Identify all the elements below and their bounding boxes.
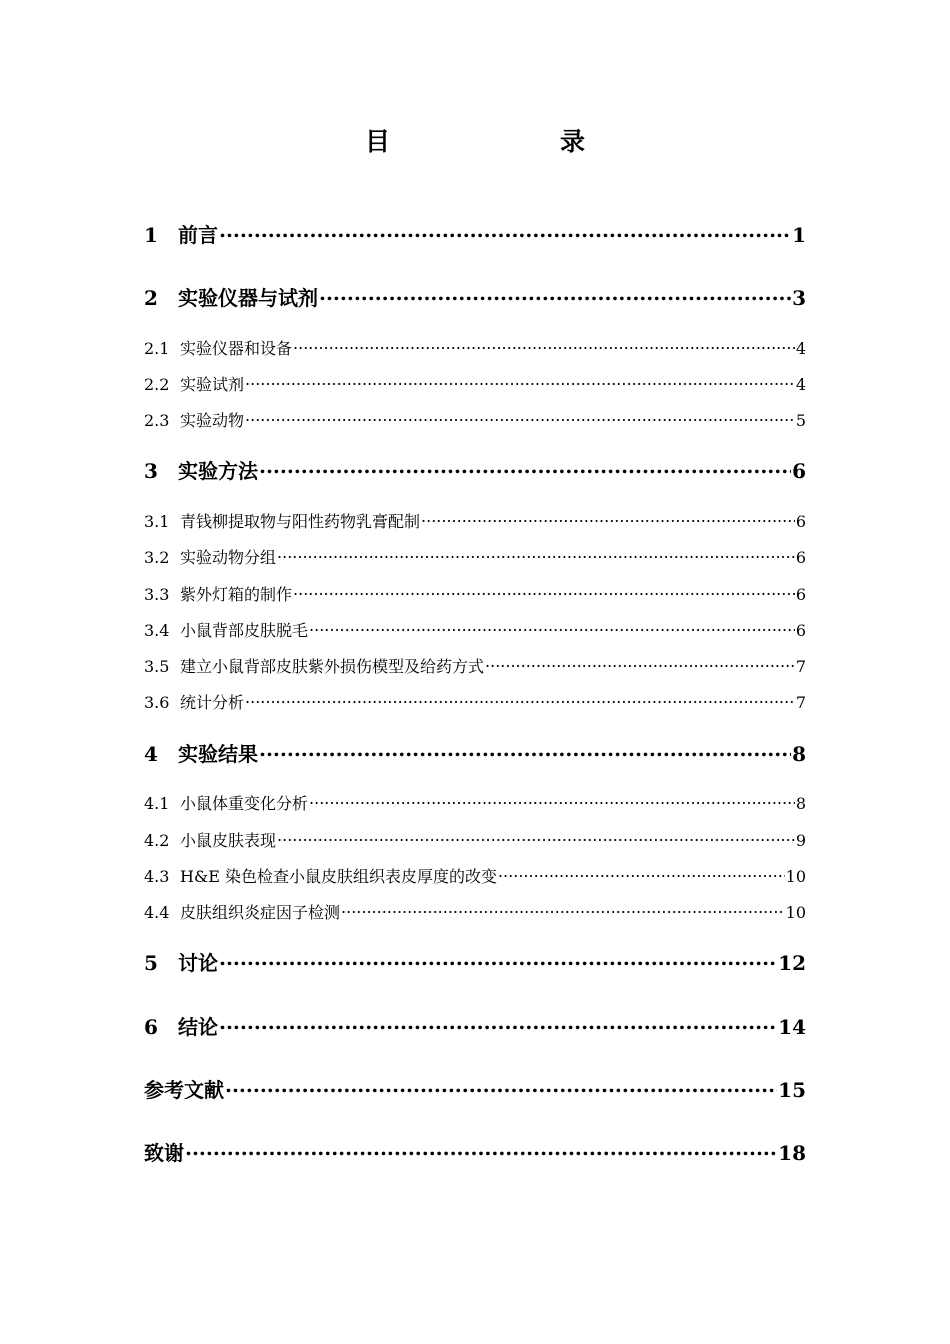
entry-page: 14	[778, 1015, 806, 1039]
entry-label: 小鼠皮肤表现	[180, 831, 277, 850]
entry-number: 3.5	[144, 657, 170, 676]
dot-leader	[319, 281, 791, 305]
entry-number: 4	[144, 742, 158, 766]
toc-entry-section[interactable]	[144, 789, 806, 813]
entry-page: 6	[795, 512, 806, 531]
entry-number: 2	[144, 286, 158, 310]
entry-page: 6	[795, 621, 806, 640]
entry-page: 3	[792, 286, 806, 310]
toc-entry-section[interactable]	[144, 406, 806, 430]
entry-label: 实验结果	[178, 742, 258, 766]
dot-leader	[259, 454, 791, 478]
entry-number: 6	[144, 1015, 158, 1039]
dot-leader	[185, 1136, 777, 1160]
toc-entry-chapter[interactable]	[144, 737, 806, 765]
toc-entry-section[interactable]	[144, 334, 806, 358]
entry-page: 5	[795, 411, 806, 430]
entry-number: 4.3	[144, 867, 170, 886]
entry-number: 2.3	[144, 411, 170, 430]
entry-page: 10	[785, 867, 806, 886]
toc-entry-chapter[interactable]	[144, 218, 806, 246]
entry-page: 15	[778, 1078, 806, 1102]
dot-leader	[219, 946, 777, 970]
toc-entry-section[interactable]	[144, 370, 806, 394]
entry-label: 结论	[178, 1015, 218, 1039]
toc-entry-section[interactable]	[144, 826, 806, 850]
entry-number: 2.2	[144, 375, 170, 394]
entry-label: 建立小鼠背部皮肤紫外损伤模型及给药方式	[180, 657, 485, 676]
entry-page: 6	[792, 459, 806, 483]
entry-label: 前言	[178, 223, 218, 247]
entry-page: 4	[795, 339, 806, 358]
toc-entry-references[interactable]	[144, 1073, 806, 1101]
entry-number: 4.1	[144, 794, 170, 813]
entry-number: 3.2	[144, 548, 170, 567]
entry-number: 3.1	[144, 512, 170, 531]
entry-page: 18	[778, 1141, 806, 1165]
entry-label: H&E 染色检查小鼠皮肤组织表皮厚度的改变	[180, 867, 497, 886]
toc-title: 目 录	[364, 127, 625, 156]
toc-entry-section[interactable]	[144, 862, 806, 886]
entry-label: 讨论	[178, 951, 218, 975]
entry-page: 6	[795, 585, 806, 604]
entry-label: 小鼠体重变化分析	[180, 794, 309, 813]
entry-label: 致谢	[144, 1141, 184, 1165]
dot-leader	[245, 406, 795, 426]
entry-page: 6	[795, 548, 806, 567]
entry-label: 统计分析	[180, 693, 245, 712]
dot-leader	[421, 507, 795, 527]
entry-page: 10	[785, 903, 806, 922]
entry-page: 8	[795, 794, 806, 813]
dot-leader	[245, 688, 795, 708]
entry-number: 4.4	[144, 903, 170, 922]
toc-entry-section[interactable]	[144, 898, 806, 922]
dot-leader	[259, 737, 791, 761]
entry-number: 5	[144, 951, 158, 975]
toc-entry-chapter[interactable]	[144, 454, 806, 482]
entry-page: 7	[795, 657, 806, 676]
dot-leader	[245, 370, 795, 390]
entry-label: 实验方法	[178, 459, 258, 483]
entry-label: 紫外灯箱的制作	[180, 585, 293, 604]
dot-leader	[225, 1073, 777, 1097]
dot-leader	[485, 652, 795, 672]
entry-page: 8	[792, 742, 806, 766]
toc-entry-chapter[interactable]	[144, 1010, 806, 1038]
dot-leader	[277, 826, 795, 846]
dot-leader	[293, 580, 795, 600]
entry-label: 皮肤组织炎症因子检测	[180, 903, 341, 922]
entry-page: 7	[795, 693, 806, 712]
toc-entry-section[interactable]	[144, 652, 806, 676]
entry-number: 3	[144, 459, 158, 483]
entry-number: 3.4	[144, 621, 170, 640]
toc-entry-chapter[interactable]	[144, 946, 806, 974]
entry-number: 3.3	[144, 585, 170, 604]
toc-entry-section[interactable]	[144, 543, 806, 567]
dot-leader	[293, 334, 795, 354]
entry-number: 3.6	[144, 693, 170, 712]
entry-page: 1	[792, 223, 806, 247]
toc-entry-acknowledgements[interactable]	[144, 1136, 806, 1164]
entry-number: 4.2	[144, 831, 170, 850]
entry-label: 青钱柳提取物与阳性药物乳膏配制	[180, 512, 421, 531]
toc-entry-section[interactable]	[144, 507, 806, 531]
dot-leader	[219, 1010, 777, 1034]
entry-label: 实验动物分组	[180, 548, 277, 567]
toc-entry-chapter[interactable]	[144, 281, 806, 309]
dot-leader	[309, 789, 795, 809]
entry-page: 4	[795, 375, 806, 394]
toc-entry-section[interactable]	[144, 688, 806, 712]
entry-label: 实验仪器与试剂	[178, 286, 318, 310]
entry-label: 实验仪器和设备	[180, 339, 293, 358]
entry-number: 1	[144, 223, 158, 247]
entry-label: 实验动物	[180, 411, 245, 430]
dot-leader	[341, 898, 785, 918]
entry-label: 小鼠背部皮肤脱毛	[180, 621, 309, 640]
entry-label: 实验试剂	[180, 375, 245, 394]
entry-page: 12	[778, 951, 806, 975]
toc-entry-section[interactable]	[144, 616, 806, 640]
entry-page: 9	[795, 831, 806, 850]
entry-label: 参考文献	[144, 1078, 224, 1102]
dot-leader	[498, 862, 785, 882]
dot-leader	[219, 218, 791, 242]
dot-leader	[277, 543, 795, 563]
dot-leader	[309, 616, 795, 636]
entry-number: 2.1	[144, 339, 170, 358]
toc-entry-section[interactable]	[144, 580, 806, 604]
